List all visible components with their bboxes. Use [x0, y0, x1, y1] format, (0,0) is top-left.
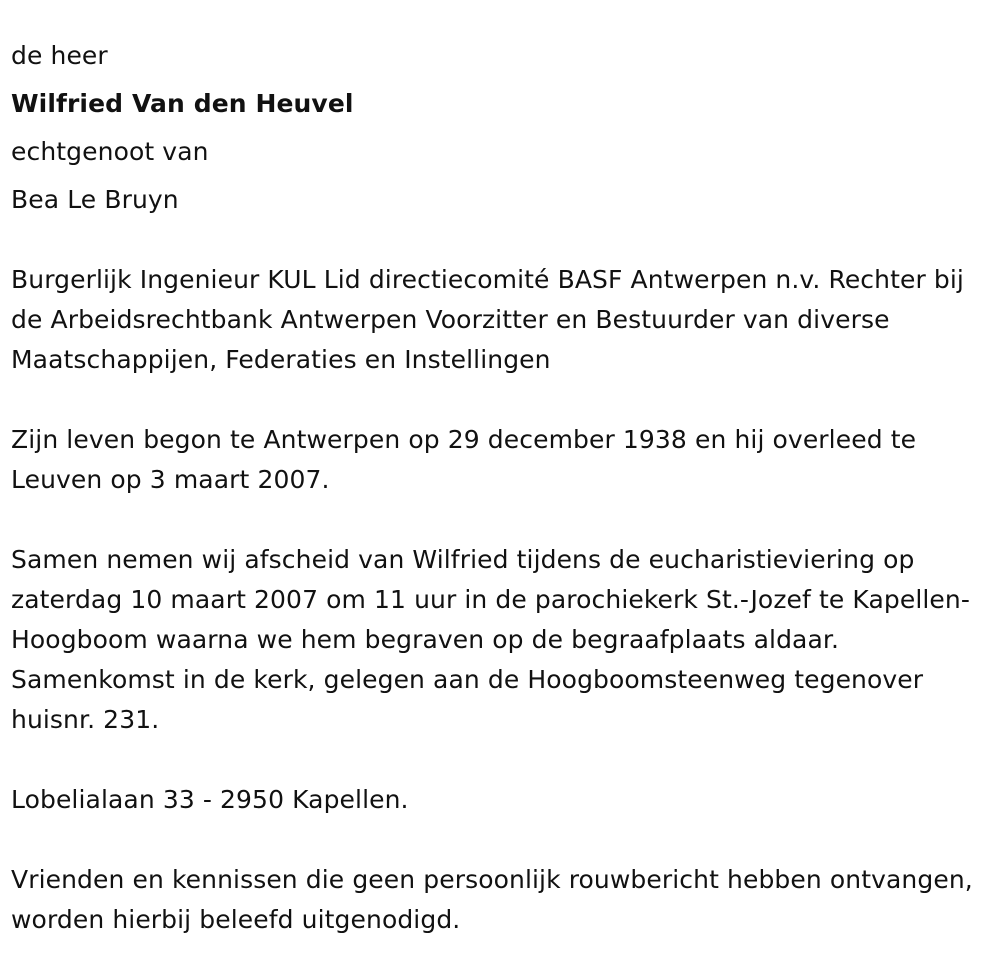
deceased-name: Wilfried Van den Heuvel — [11, 89, 354, 118]
salutation: de heer — [11, 41, 108, 70]
life-paragraph: Zijn leven begon te Antwerpen op 29 december 1938 en hij overleed te Leuven op 3 maart 2007. — [11, 425, 917, 494]
address-line: Lobelialaan 33 - 2950 Kapellen. — [11, 785, 409, 814]
spouse-name: Bea Le Bruyn — [11, 185, 179, 214]
closing-paragraph: Vrienden en kennissen die geen persoonlijk rouwbericht hebben ontvangen, worden hierbij beleefd uitgenodigd. — [11, 865, 973, 934]
career-paragraph: Burgerlijk Ingenieur KUL Lid directiecomité BASF Antwerpen n.v. Rechter bij de Arbeidsrechtbank Antwerpen Voorzitter en Bestuurder van diverse Maatschappijen, Federaties en Instellingen — [11, 265, 964, 374]
relation-label: echtgenoot van — [11, 137, 209, 166]
ceremony-paragraph: Samen nemen wij afscheid van Wilfried tijdens de eucharistieviering op zaterdag 10 maart 2007 om 11 uur in de parochiekerk St.-Jozef te Kapellen-Hoogboom waarna we hem begraven op de begraafplaats aldaar. Samenkomst in de kerk, gelegen aan de Hoogboomsteenweg tegenover huisnr. 231. — [11, 545, 970, 734]
